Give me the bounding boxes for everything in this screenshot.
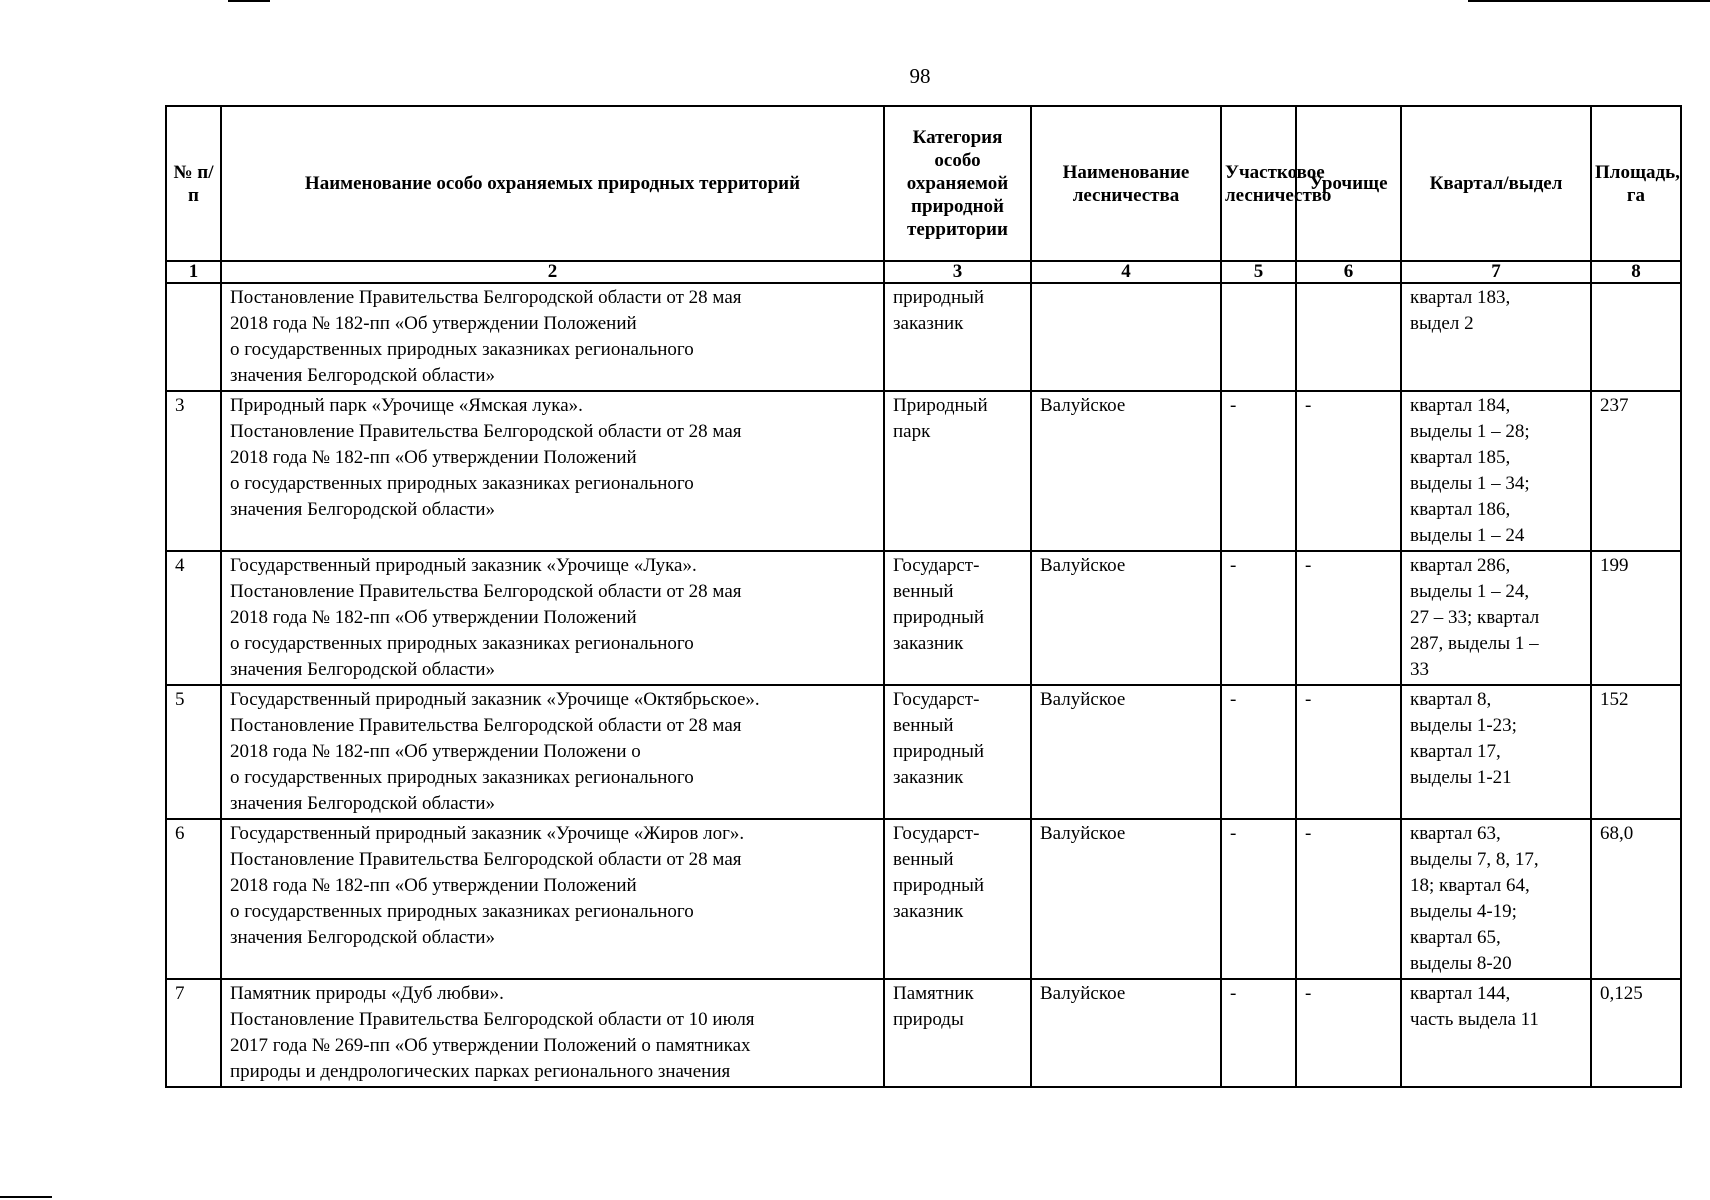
cell-name: Природный парк «Урочище «Ямская лука». Постановление Правительства Белгородской области от 28 мая 2018 года № 182-пп «Об утверждении Положений о государственных природных заказниках регионального значения Белгородской области»: [221, 391, 884, 551]
cell-name: Государственный природный заказник «Урочище «Октябрьское». Постановление Правительства Белгородской области от 28 мая 2018 года № 182-пп «Об утверждении Положени о о государственных природных заказниках регионального значения Белгородской области»: [221, 685, 884, 819]
scan-edge-bottom-left: [0, 1196, 52, 1198]
cell-category: природный заказник: [884, 283, 1031, 391]
cell-area: 0,125: [1591, 979, 1681, 1087]
cell-district: -: [1221, 685, 1296, 819]
cell-name: Государственный природный заказник «Урочище «Лука». Постановление Правительства Белгородской области от 28 мая 2018 года № 182-пп «Об утверждении Положений о государственных природных заказниках регионального значения Белгородской области»: [221, 551, 884, 685]
table-row: [166, 283, 1681, 391]
cell-district: -: [1221, 819, 1296, 979]
scan-edge-top-right: [1468, 0, 1710, 2]
column-number: 5: [1221, 261, 1296, 283]
scan-edge-top-left: [228, 0, 270, 2]
cell-num: 6: [166, 819, 221, 979]
header-category: Категория особо охраняемой природной территории: [884, 106, 1031, 261]
table-row: [166, 685, 1681, 819]
cell-category: Государст- венный природный заказник: [884, 685, 1031, 819]
table-row: [166, 551, 1681, 685]
table-row: [166, 391, 1681, 551]
cell-quarter: квартал 286, выделы 1 – 24, 27 – 33; квартал 287, выделы 1 – 33: [1401, 551, 1591, 685]
cell-num: 3: [166, 391, 221, 551]
header-area: Площадь, га: [1591, 106, 1681, 261]
header-num: № п/п: [166, 106, 221, 261]
header-tract: Урочище: [1296, 106, 1401, 261]
cell-quarter: квартал 184, выделы 1 – 28; квартал 185, выделы 1 – 34; квартал 186, выделы 1 – 24: [1401, 391, 1591, 551]
column-number: 4: [1031, 261, 1221, 283]
cell-forestry: Валуйское: [1031, 685, 1221, 819]
cell-category: Государст- венный природный заказник: [884, 819, 1031, 979]
table-row: [166, 979, 1681, 1087]
cell-tract: -: [1296, 551, 1401, 685]
protected-areas-table: [165, 105, 1682, 1088]
cell-name: Государственный природный заказник «Урочище «Жиров лог». Постановление Правительства Белгородской области от 28 мая 2018 года № 182-пп «Об утверждении Положений о государственных природных заказниках регионального значения Белгородской области»: [221, 819, 884, 979]
column-number: 1: [166, 261, 221, 283]
column-number: 7: [1401, 261, 1591, 283]
cell-forestry: Валуйское: [1031, 819, 1221, 979]
header-row: [166, 106, 1681, 261]
cell-num: 5: [166, 685, 221, 819]
cell-forestry: Валуйское: [1031, 391, 1221, 551]
cell-area: 199: [1591, 551, 1681, 685]
cell-name: Постановление Правительства Белгородской области от 28 мая 2018 года № 182-пп «Об утверждении Положений о государственных природных заказниках регионального значения Белгородской области»: [221, 283, 884, 391]
cell-num: 4: [166, 551, 221, 685]
cell-quarter: квартал 183, выдел 2: [1401, 283, 1591, 391]
column-number: 8: [1591, 261, 1681, 283]
column-number-row: [166, 261, 1681, 283]
cell-tract: -: [1296, 979, 1401, 1087]
cell-category: Природный парк: [884, 391, 1031, 551]
cell-tract: [1296, 283, 1401, 391]
cell-area: 68,0: [1591, 819, 1681, 979]
cell-area: 237: [1591, 391, 1681, 551]
cell-num: [166, 283, 221, 391]
cell-tract: -: [1296, 819, 1401, 979]
header-quarter: Квартал/выдел: [1401, 106, 1591, 261]
cell-district: -: [1221, 551, 1296, 685]
column-number: 3: [884, 261, 1031, 283]
header-forestry: Наименование лесничества: [1031, 106, 1221, 261]
cell-area: [1591, 283, 1681, 391]
cell-quarter: квартал 144, часть выдела 11: [1401, 979, 1591, 1087]
cell-category: Государст- венный природный заказник: [884, 551, 1031, 685]
cell-num: 7: [166, 979, 221, 1087]
cell-forestry: Валуйское: [1031, 551, 1221, 685]
cell-district: -: [1221, 391, 1296, 551]
cell-quarter: квартал 63, выделы 7, 8, 17, 18; квартал 64, выделы 4-19; квартал 65, выделы 8-20: [1401, 819, 1591, 979]
column-number: 6: [1296, 261, 1401, 283]
cell-district: -: [1221, 979, 1296, 1087]
header-name: Наименование особо охраняемых природных территорий: [221, 106, 884, 261]
cell-tract: -: [1296, 685, 1401, 819]
cell-category: Памятник природы: [884, 979, 1031, 1087]
column-number: 2: [221, 261, 884, 283]
cell-forestry: Валуйское: [1031, 979, 1221, 1087]
cell-quarter: квартал 8, выделы 1-23; квартал 17, выделы 1-21: [1401, 685, 1591, 819]
table-row: [166, 819, 1681, 979]
cell-forestry: [1031, 283, 1221, 391]
header-district: Участковое лесничество: [1221, 106, 1296, 261]
cell-area: 152: [1591, 685, 1681, 819]
cell-district: [1221, 283, 1296, 391]
page-number: 98: [909, 64, 931, 88]
cell-tract: -: [1296, 391, 1401, 551]
cell-name: Памятник природы «Дуб любви». Постановление Правительства Белгородской области от 10 июля 2017 года № 269-пп «Об утверждении Положений о памятниках природы и дендрологических парках регионального значения: [221, 979, 884, 1087]
